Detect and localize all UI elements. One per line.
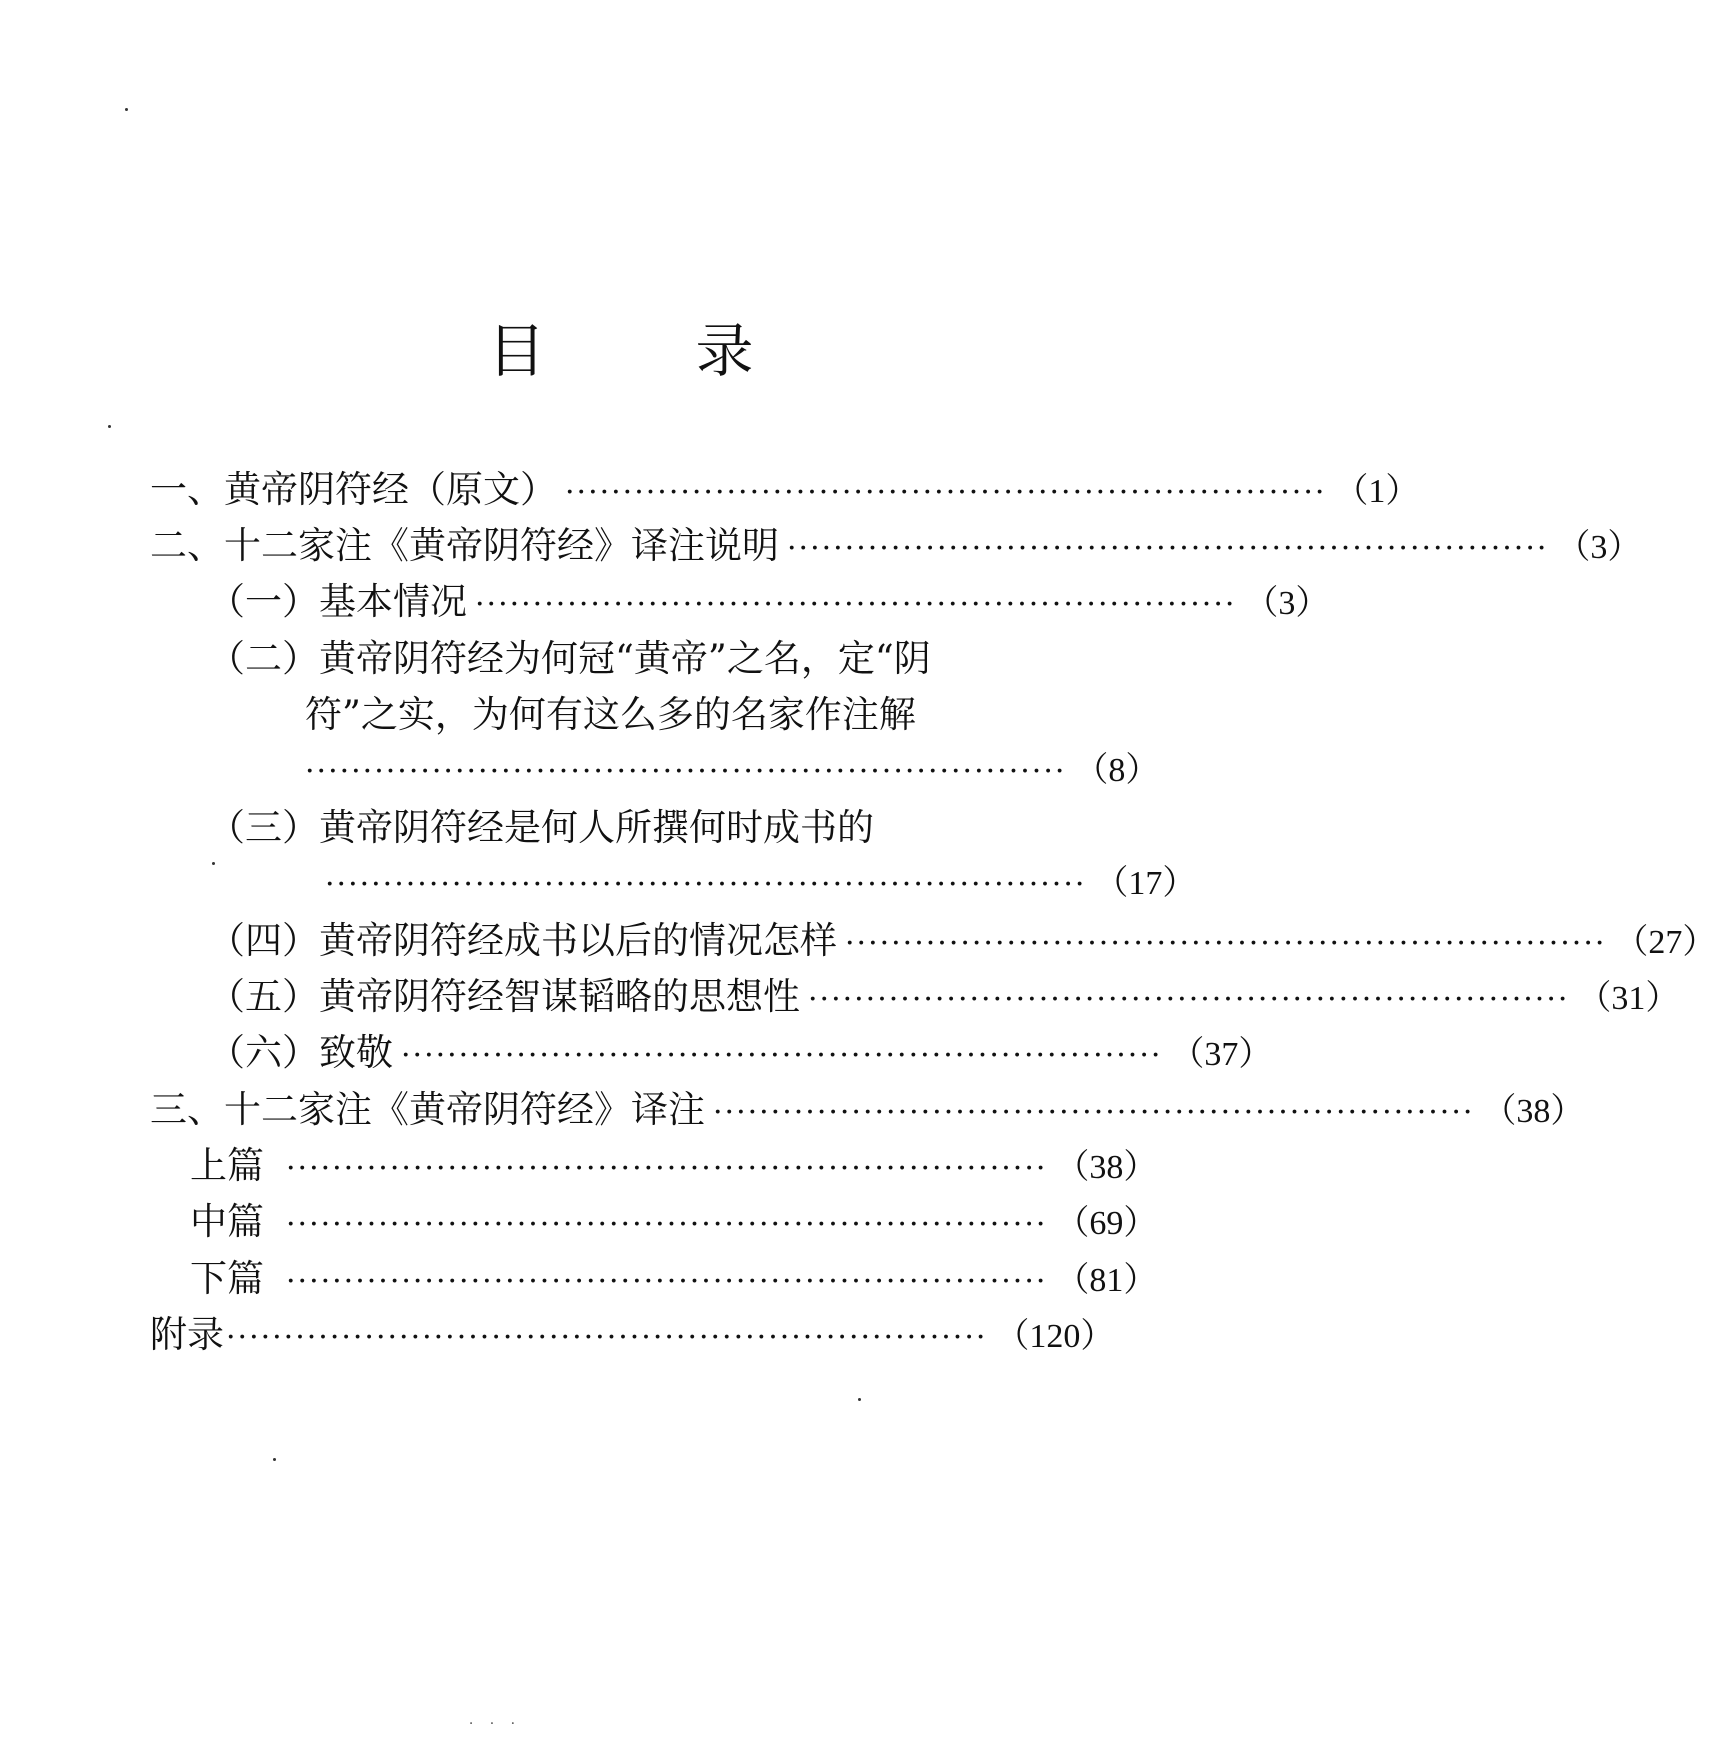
scan-speck bbox=[108, 425, 111, 428]
toc-page-number: （69） bbox=[1055, 1205, 1158, 1242]
toc-leader-dots: ·································································· bbox=[713, 1095, 1475, 1130]
toc-page-number: （1） bbox=[1334, 473, 1420, 510]
toc-entry-label: 三、十二家注《黄帝阴符经》译注 bbox=[150, 1088, 705, 1131]
toc-entry-upper-chapter[interactable] bbox=[190, 1144, 1158, 1191]
toc-entry-why-huangdi-line1[interactable] bbox=[208, 637, 931, 681]
toc-entry-label: （三）黄帝阴符经是何人所撰何时成书的 bbox=[208, 806, 874, 849]
toc-entry-translation[interactable] bbox=[150, 1088, 1585, 1135]
toc-entry-tribute[interactable] bbox=[208, 1031, 1273, 1078]
scan-speck bbox=[212, 862, 215, 865]
toc-leader-dots: ·································································· bbox=[401, 1038, 1163, 1073]
toc-page-number: （31） bbox=[1577, 980, 1680, 1017]
toc-entry-authorship-leader[interactable] bbox=[325, 862, 1197, 907]
toc-leader-dots: ·································································· bbox=[808, 982, 1570, 1017]
toc-leader-dots: ·································································· bbox=[286, 1207, 1048, 1242]
toc-page-number: （38） bbox=[1055, 1149, 1158, 1186]
toc-entry-strategy-thought[interactable] bbox=[208, 975, 1680, 1022]
toc-leader-dots: ·································································· bbox=[286, 1264, 1048, 1299]
toc-leader-dots: ·································································· bbox=[475, 587, 1237, 622]
toc-entry-label: （二）黄帝阴符经为何冠“黄帝”之名，定“阴 bbox=[208, 637, 931, 680]
toc-entry-original-text[interactable] bbox=[150, 468, 1420, 515]
toc-page-number: （3） bbox=[1556, 529, 1642, 566]
toc-page-number: （38） bbox=[1482, 1093, 1585, 1130]
toc-entry-label: （六）致敬 bbox=[208, 1031, 393, 1074]
toc-page-number: （17） bbox=[1094, 865, 1197, 902]
toc-entry-label: 一、黄帝阴符经（原文） bbox=[150, 468, 557, 511]
toc-page-number: （8） bbox=[1074, 752, 1160, 789]
toc-page-number: （3） bbox=[1244, 585, 1330, 622]
toc-entry-translation-notes[interactable] bbox=[150, 524, 1642, 571]
toc-entry-label: 下篇 bbox=[190, 1257, 264, 1300]
toc-leader-dots: ·································································· bbox=[845, 926, 1607, 961]
toc-entry-label: （五）黄帝阴符经智谋韬略的思想性 bbox=[208, 975, 800, 1018]
page-title bbox=[0, 317, 1241, 385]
toc-entry-why-huangdi-leader[interactable] bbox=[305, 749, 1160, 794]
toc-page-number: （37） bbox=[1170, 1036, 1273, 1073]
toc-leader-dots: ·································································· bbox=[305, 754, 1067, 789]
toc-entry-after-completion[interactable] bbox=[208, 919, 1716, 966]
toc-entry-label: 二、十二家注《黄帝阴符经》译注说明 bbox=[150, 524, 779, 567]
toc-page-number: （81） bbox=[1055, 1262, 1158, 1299]
toc-entry-label: 附录 bbox=[150, 1313, 224, 1356]
title-char-left: 目 bbox=[487, 317, 546, 385]
title-char-right: 录 bbox=[695, 317, 754, 385]
toc-entry-lower-chapter[interactable] bbox=[190, 1257, 1158, 1304]
scan-speck bbox=[125, 108, 128, 111]
toc-entry-basic-situation[interactable] bbox=[208, 580, 1330, 627]
toc-leader-dots: ·································································· bbox=[565, 475, 1327, 510]
toc-leader-dots: ·································································· bbox=[787, 531, 1549, 566]
toc-entry-why-huangdi-line2[interactable] bbox=[305, 693, 916, 737]
scan-speck bbox=[273, 1458, 276, 1461]
toc-leader-dots: ·································································· bbox=[325, 867, 1087, 902]
scan-speck bbox=[858, 1398, 861, 1401]
toc-page-number: （27） bbox=[1614, 924, 1716, 961]
toc-entry-label: 中篇 bbox=[190, 1200, 264, 1243]
toc-page-number: （120） bbox=[995, 1318, 1115, 1355]
toc-entry-middle-chapter[interactable] bbox=[190, 1200, 1158, 1247]
page-footer-mark: · · · bbox=[468, 1716, 522, 1732]
toc-entry-label: （四）黄帝阴符经成书以后的情况怎样 bbox=[208, 919, 837, 962]
toc-entry-continuation: 符”之实，为何有这么多的名家作注解 bbox=[305, 693, 916, 736]
toc-entry-label: 上篇 bbox=[190, 1144, 264, 1187]
toc-leader-dots: ·································································· bbox=[286, 1151, 1048, 1186]
toc-entry-label: （一）基本情况 bbox=[208, 580, 467, 623]
toc-entry-authorship-line1[interactable] bbox=[208, 806, 874, 850]
toc-entry-appendix[interactable] bbox=[150, 1313, 1115, 1360]
toc-leader-dots: ·································································· bbox=[226, 1320, 988, 1355]
